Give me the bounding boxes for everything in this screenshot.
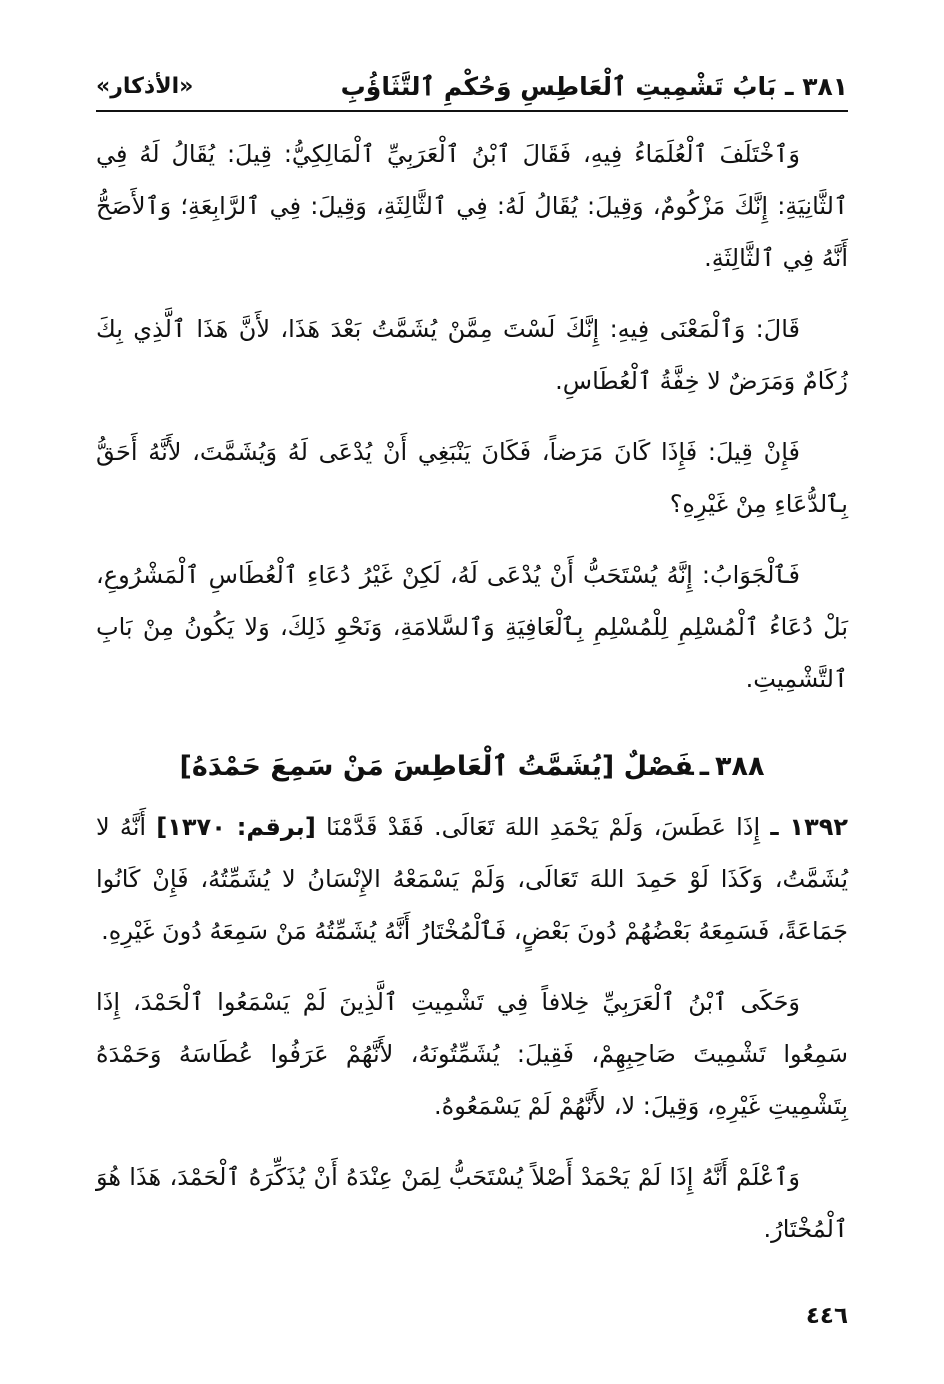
hadith-number: ١٣٩٢ ـ <box>770 813 849 841</box>
header-rule <box>96 110 848 112</box>
hadith-text-end: أَنَّهُ لا يُشَمَّتُ، وَكَذَا لَوْ حَمِدَ اللهَ تَعَالَى، وَلَمْ يَسْمَعْهُ الإِنْسَانُ لا يُشَمِّتُهُ، فَإِنْ كَانُوا جَمَاعَةً، فَسَمِعَهُ بَعْضُهُمْ دُونَ بَعْضٍ، فَٱلْمُخْتَارُ أَنَّهُ يُشَمِّتُهُ مَنْ سَمِعَهُ دُونَ غَيْرِهِ. <box>96 813 848 945</box>
chapter-title: ٣٨١ ـ بَابُ تَشْمِيتِ ٱلْعَاطِسِ وَحُكْمِ ٱلتَّثَاؤُبِ <box>340 72 848 101</box>
section-heading <box>96 739 848 795</box>
paragraph: وَٱخْتَلَفَ ٱلْعُلَمَاءُ فِيهِ، فَقَالَ ٱبْنُ ٱلْعَرَبِيِّ ٱلْمَالِكِيُّ: قِيلَ: يُقَالُ لَهُ فِي ٱلثَّانِيَةِ: إِنَّكَ مَزْكُومٌ، وَقِيلَ: يُقَالُ لَهُ: فِي ٱلثَّالِثَةِ، وَقِيلَ: فِي ٱلرَّابِعَةِ؛ وَٱلأَصَحُّ أَنَّهُ فِي ٱلثَّالِثَةِ. <box>96 140 848 272</box>
paragraph: وَحَكَى ٱبْنُ ٱلْعَرَبِيِّ خِلافاً فِي تَشْمِيتِ ٱلَّذِينَ لَمْ يَسْمَعُوا ٱلْحَمْدَ، إِذَا سَمِعُوا تَشْمِيتَ صَاحِبِهِمْ، فَقِيلَ: يُشَمِّتُونَهُ، لأَنَّهُمْ عَرَفُوا عُطَاسَهُ وَحَمْدَهُ بِتَشْمِيتِ غَيْرِهِ، وَقِيلَ: لا، لأَنَّهُمْ لَمْ يَسْمَعُوهُ. <box>96 988 848 1120</box>
book-title: «الأذكار» <box>96 74 194 99</box>
section-title: فَصْلٌ [يُشَمَّتُ ٱلْعَاطِسَ مَنْ سَمِعَ حَمْدَهُ] <box>179 751 694 782</box>
paragraph: فَٱلْجَوَابُ: إِنَّهُ يُسْتَحَبُّ أَنْ يُدْعَى لَهُ، لَكِنْ غَيْرُ دُعَاءِ ٱلْعُطَاسِ ٱلْمَشْرُوعِ، بَلْ دُعَاءُ ٱلْمُسْلِمِ لِلْمُسْلِمِ بِٱلْعَافِيَةِ وَٱلسَّلامَةِ، وَنَحْوِ ذَلِكَ، وَلا يَكُونُ مِنْ بَابِ ٱلتَّشْمِيتِ. <box>96 561 848 693</box>
paragraph: فَإِنْ قِيلَ: فَإِذَا كَانَ مَرَضاً، فَكَانَ يَنْبَغِي أَنْ يُدْعَى لَهُ وَيُشَمَّتَ، لأَنَّهُ أَحَقُّ بِٱلدُّعَاءِ مِنْ غَيْرِهِ؟ <box>96 438 848 518</box>
cross-reference: [برقم: ١٣٧٠] <box>156 813 316 841</box>
section-separator: ـ <box>699 751 710 782</box>
section-number: ٣٨٨ <box>715 751 765 782</box>
book-page <box>96 0 848 1384</box>
body-text <box>96 128 848 1274</box>
hadith-text-start: إِذَا عَطَسَ، وَلَمْ يَحْمَدِ اللهَ تَعَالَى. فَقَدْ قَدَّمْنَا <box>325 813 761 841</box>
hadith-paragraph <box>96 801 848 957</box>
page-number: ٤٤٦ <box>805 1303 848 1329</box>
paragraph: وَٱعْلَمْ أَنَّهُ إِذَا لَمْ يَحْمَدْ أَصْلاً يُسْتَحَبُّ لِمَنْ عِنْدَهُ أَنْ يُذَكِّرَهُ ٱلْحَمْدَ، هَذَا هُوَ ٱلْمُخْتَارُ. <box>96 1163 848 1243</box>
paragraph: قَالَ: وَٱلْمَعْنَى فِيهِ: إِنَّكَ لَسْتَ مِمَّنْ يُشَمَّتُ بَعْدَ هَذَا، لأَنَّ هَذَا ٱلَّذِي بِكَ زُكَامٌ وَمَرَضٌ لا خِفَّةُ ٱلْعُطَاسِ. <box>96 315 848 395</box>
running-header <box>96 60 848 104</box>
